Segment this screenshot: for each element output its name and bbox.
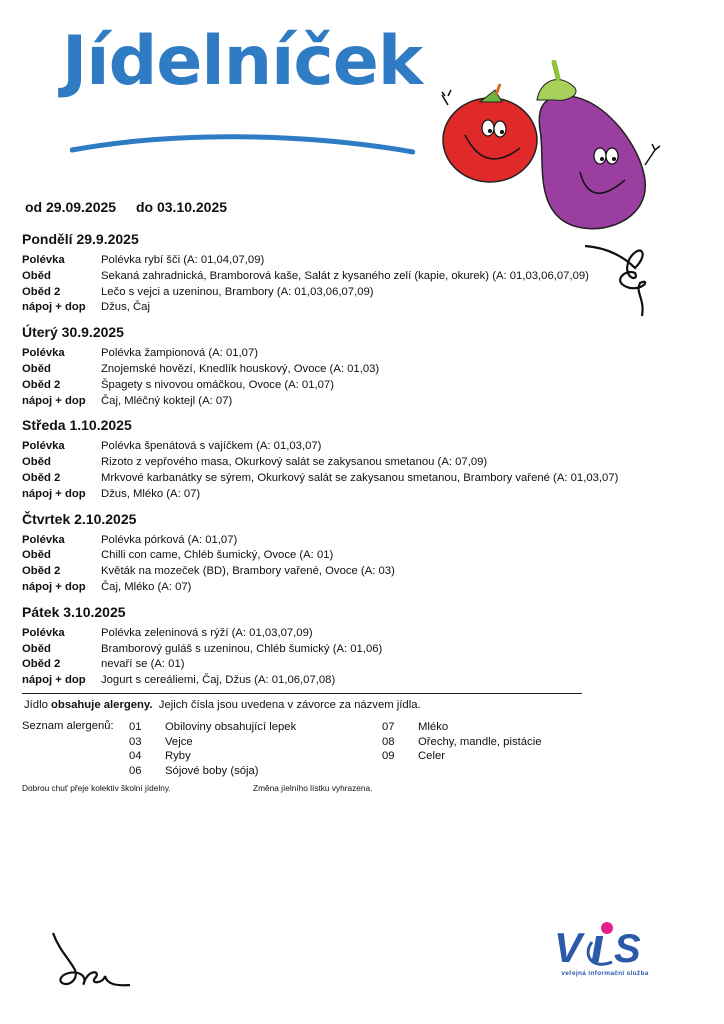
allergen-item bbox=[382, 720, 541, 735]
allergen-item bbox=[129, 749, 296, 764]
menu-row bbox=[22, 269, 672, 285]
meal-dish: Špagety s nivovou omáčkou, Ovoce (A: 01,07) bbox=[101, 378, 334, 391]
signature-bottom bbox=[45, 930, 140, 995]
footer-disclaimer: Změna jíelního lístku vyhrazena. bbox=[253, 783, 373, 793]
meal-dish: Bramborový guláš s uzeninou, Chléb šumický (A: 01,06) bbox=[101, 642, 383, 655]
allergen-note bbox=[24, 699, 421, 711]
meal-dish: Čaj, Mléko (A: 07) bbox=[101, 580, 192, 593]
meal-dish: Polévka žampionová (A: 01,07) bbox=[101, 347, 258, 360]
meal-dish: Džus, Mléko (A: 07) bbox=[101, 487, 201, 500]
vis-logo bbox=[552, 920, 662, 995]
allergen-item bbox=[129, 735, 296, 750]
allergen-column-right bbox=[382, 720, 541, 764]
vegetable-characters-illustration bbox=[440, 60, 665, 240]
menu-row bbox=[22, 394, 672, 410]
meal-label: nápoj + dop bbox=[22, 674, 86, 687]
menu-row bbox=[22, 439, 672, 455]
meal-label: nápoj + dop bbox=[22, 487, 86, 500]
menu-row bbox=[22, 471, 672, 487]
menu-row bbox=[22, 362, 672, 378]
meal-dish: Chilli con came, Chléb šumický, Ovoce (A: 01) bbox=[101, 549, 334, 562]
day-title: Čtvrtek 2.10.2025 bbox=[22, 510, 137, 527]
meal-label: Polévka bbox=[22, 626, 65, 639]
allergen-code: 01 bbox=[129, 721, 142, 733]
allergen-item bbox=[129, 720, 296, 735]
menu-row bbox=[22, 548, 672, 564]
menu-row bbox=[22, 657, 672, 673]
allergen-name: Obiloviny obsahující lepek bbox=[165, 721, 297, 733]
allergen-item bbox=[382, 749, 541, 764]
note-prefix: Jídlo bbox=[24, 699, 52, 711]
menu-row bbox=[22, 455, 672, 471]
day-section bbox=[22, 602, 672, 689]
allergen-code: 09 bbox=[382, 750, 395, 762]
date-to: do 03.10.2025 bbox=[135, 199, 228, 215]
meal-label: Oběd 2 bbox=[22, 658, 61, 671]
meal-label: Polévka bbox=[22, 254, 65, 266]
menu-row bbox=[22, 378, 672, 394]
allergen-code: 03 bbox=[129, 735, 142, 748]
meal-label: Oběd 2 bbox=[22, 565, 61, 578]
meal-label: nápoj + dop bbox=[22, 301, 86, 314]
note-rest: Jejich čísla jsou uvedena v závorce za názvem jídla. bbox=[152, 699, 421, 711]
vis-tagline: veřejná informační služba bbox=[561, 970, 649, 977]
meal-label: Oběd bbox=[22, 456, 51, 469]
allergen-column-left bbox=[129, 720, 296, 778]
svg-text:V: V bbox=[554, 924, 583, 970]
meal-label: Oběd 2 bbox=[22, 285, 61, 298]
meal-dish: Rizoto z vepřového masa, Okurkový salát se zakysanou smetanou (A: 07,09) bbox=[101, 456, 488, 469]
day-title: Pondělí 29.9.2025 bbox=[22, 231, 139, 247]
meal-dish: Džus, Čaj bbox=[101, 301, 150, 314]
menu-row bbox=[22, 626, 672, 642]
day-section bbox=[22, 509, 672, 596]
allergen-name: Celer bbox=[418, 750, 445, 762]
allergen-name: Ryby bbox=[165, 750, 191, 762]
note-bold: obsahuje alergeny. bbox=[51, 699, 153, 711]
meal-label: Oběd bbox=[22, 362, 51, 375]
allergen-code: 08 bbox=[382, 735, 395, 748]
day-title: Úterý 30.9.2025 bbox=[22, 324, 124, 341]
meal-dish: Sekaná zahradnická, Bramborová kaše, Salát z kysaného zelí (kapie, okurek) (A: 01,03,06,07,09) bbox=[101, 269, 589, 282]
meal-dish: Polévka pórková (A: 01,07) bbox=[101, 533, 238, 546]
day-title: Středa 1.10.2025 bbox=[22, 417, 132, 434]
allergen-name: Mléko bbox=[418, 721, 449, 733]
meal-label: nápoj + dop bbox=[22, 580, 86, 593]
menu-row bbox=[22, 642, 672, 658]
allergen-code: 04 bbox=[129, 750, 142, 762]
menu-row bbox=[22, 580, 672, 596]
menu-row bbox=[22, 346, 672, 362]
meal-label: Polévka bbox=[22, 347, 65, 360]
title-swoosh bbox=[70, 128, 415, 158]
allergen-item bbox=[382, 735, 541, 750]
meal-label: Oběd 2 bbox=[22, 378, 61, 391]
meal-label: Oběd bbox=[22, 269, 51, 282]
meal-label: Oběd 2 bbox=[22, 471, 61, 484]
meal-label: Polévka bbox=[22, 440, 65, 453]
allergen-list-label: Seznam alergenů: bbox=[22, 720, 114, 732]
day-section bbox=[22, 415, 672, 502]
separator-line bbox=[22, 693, 582, 694]
vis-logo-mark bbox=[552, 920, 658, 970]
menu-row bbox=[22, 564, 672, 580]
meal-dish: Polévka špenátová s vajíčkem (A: 01,03,07) bbox=[101, 440, 322, 453]
allergen-code: 06 bbox=[129, 764, 142, 777]
meal-dish: Lečo s vejci a uzeninou, Brambory (A: 01,03,06,07,09) bbox=[101, 285, 374, 298]
svg-text:S: S bbox=[614, 927, 641, 970]
meal-dish: nevaří se (A: 01) bbox=[101, 658, 185, 671]
meal-dish: Polévka rybí šči (A: 01,04,07,09) bbox=[101, 254, 265, 266]
date-range bbox=[25, 199, 243, 215]
day-section bbox=[22, 229, 672, 316]
meal-dish: Znojemské hovězí, Knedlík houskový, Ovoce (A: 01,03) bbox=[101, 362, 380, 375]
weekly-menu bbox=[22, 229, 672, 695]
meal-dish: Polévka zeleninová s rýží (A: 01,03,07,09) bbox=[101, 626, 313, 639]
meal-dish: Čaj, Mléčný koktejl (A: 07) bbox=[101, 394, 233, 407]
allergen-name: Ořechy, mandle, pistácie bbox=[418, 735, 542, 748]
menu-title: Jídelníček bbox=[62, 22, 423, 101]
allergen-item bbox=[129, 764, 296, 779]
footer-greeting: Dobrou chuť přeje kolektiv školní jídelny. bbox=[22, 783, 171, 793]
meal-label: Oběd bbox=[22, 549, 51, 562]
menu-row bbox=[22, 285, 672, 301]
eggplant-icon bbox=[537, 62, 660, 229]
day-section bbox=[22, 322, 672, 409]
menu-row bbox=[22, 533, 672, 549]
menu-row bbox=[22, 253, 672, 269]
meal-dish: Mrkvové karbanátky se sýrem, Okurkový salát se zakysanou smetanou, Brambory vařené (A: 01,03,07) bbox=[101, 471, 619, 484]
meal-dish: Jogurt s cereáliemi, Čaj, Džus (A: 01,06,07,08) bbox=[101, 674, 336, 687]
tomato-icon bbox=[442, 84, 537, 182]
meal-label: nápoj + dop bbox=[22, 394, 86, 407]
menu-row bbox=[22, 300, 672, 316]
meal-label: Polévka bbox=[22, 533, 65, 546]
menu-row bbox=[22, 673, 672, 689]
meal-dish: Květák na mozeček (BD), Brambory vařené, Ovoce (A: 03) bbox=[101, 565, 395, 578]
meal-label: Oběd bbox=[22, 642, 51, 655]
day-title: Pátek 3.10.2025 bbox=[22, 603, 126, 620]
date-from: od 29.09.2025 bbox=[25, 199, 117, 215]
allergen-name: Sójové boby (sója) bbox=[165, 764, 259, 777]
menu-row bbox=[22, 487, 672, 503]
allergen-name: Vejce bbox=[165, 735, 193, 748]
allergen-code: 07 bbox=[382, 721, 395, 733]
